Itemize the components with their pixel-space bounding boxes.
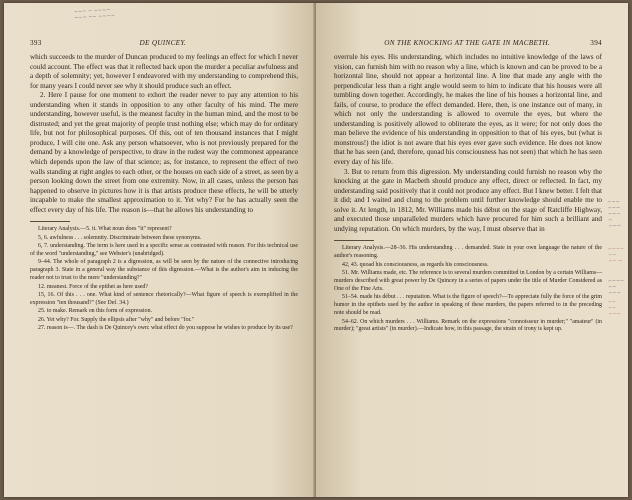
notes-divider	[334, 240, 374, 241]
left-page-number: 393	[30, 39, 42, 47]
note: 26. Yet why? For. Supply the ellipsis after "why" and before "for."	[38, 316, 195, 323]
note: 5, 6. awfulness . . . solemnity. Discriminate between these synonyms.	[38, 234, 202, 241]
handwritten-note-top-left: ~~~ ~ ~~~~ ~~~ ~~ ~~~~	[73, 7, 116, 22]
notes-divider	[30, 221, 70, 222]
left-running-head	[30, 39, 298, 47]
note: 51–54. made his début . . . reputation. What is the figure of speech?—To appreciate fully the force of the grim humor in the epithets used by the author in speaking of these murders, the papers referred to in the preceding note should be read.	[334, 294, 602, 317]
handwritten-margin-note: ~~ ~~ ~~~	[607, 299, 622, 318]
note: Literary Analysis.—28–36. His understanding . . . demanded. State in your own language the nature of the author's reasoning.	[334, 245, 602, 260]
right-notes	[334, 245, 602, 334]
right-paragraph: overrule his eyes. His understanding, which includes no intuitive knowledge of the laws of vision, can furnish him with no reason why a line, which is known and can be proved to be a horizontal line, should not appear a horizontal line. A line that made any angle with the perpendicular less than a right angle would seem to him to indicate that his houses were all tumbling down together. Accordingly, he makes the line of his houses a horizontal line, and fails, of course, to produce the effect demanded. Here, then, is one instance out of many, in which not only the understanding is allowed to overrule the eyes, but where the understanding is positively allowed to obliterate the eyes, as it were; for not only does the man believe the evidence of his understanding in opposition to that of his eyes, but (what is monstrous!) the idiot is not aware that his eyes ever gave such evidence. He does not know that he has seen (and, therefore, quoad his consciousness has not seen) that which he has seen every day of his life.	[334, 53, 602, 167]
note: Literary Analysis.—5. it. What noun does "it" represent?	[38, 226, 172, 233]
right-paragraph: 3. But to return from this digression. My understanding could furnish no reason why the knocking at the gate in Macbeth should produce any effect, direct or reflected. In fact, my understanding said positively that it could not produce any effect. But I knew better. I felt that it did; and I waited and clung to the problem until further knowledge should enable me to solve it. At length, in 1812, Mr. Williams made his début on the stage of Ratcliffe Highway, and executed those unparalleled murders which have procured for him such a brilliant and undying reputation. On which murders, by the way, I must observe that in	[334, 167, 602, 233]
note: 25. to make. Remark on this form of expression.	[38, 308, 153, 315]
note: 42, 43. quoad his consciousness, as regards his consciousness.	[342, 261, 489, 268]
right-page-number: 394	[590, 39, 602, 47]
note: 51. Mr. Williams made, etc. The reference is to several murders committed in London by a certain Williams—murders described with great power by De Quincey in a series of papers under the title of Murder Considered as One of the Fine Arts.	[334, 270, 602, 292]
book-spread	[4, 3, 628, 497]
right-running-head	[334, 39, 602, 47]
note: 54–62. On which murders . . . Williams. Remark on the expressions "connoisseur in murder;" "amateur" (in murder); "great artists" (in murder).—Indicate how, in this passage, the strain of irony is kept up.	[334, 318, 602, 333]
note: 12. meanest. Force of the epithet as here used?	[38, 283, 148, 290]
handwritten-margin-note: ~~~ ~~~ ~~~ ~ ~~~	[607, 198, 622, 230]
note: 15, 16. Of this . . . one. What kind of sentence rhetorically?—What figure of speech is exemplified in the expression "ten thousand?" (See Def. 34.)	[30, 292, 298, 306]
handwritten-margin-note: ~~~~ ~~ ~~ ~	[607, 245, 625, 265]
note: 27. reason is—. The dash is De Quincey's own: what effect do you suppose he wishes to produce by its use?	[38, 325, 293, 332]
note: 9–44. The whole of paragraph 2 is a digression, as will be seen by the nature of the connective introducing paragraph 3. State in a general way the substance of this digression.—What is the author's aim in inducing the reader not to trust to the mere "understanding?"	[30, 259, 298, 282]
note: 6, 7. understanding. The term is here used in a specific sense as contrasted with reason. For this technical use of the word "understanding," see Webster's (unabridged).	[30, 243, 298, 258]
right-body-text	[334, 53, 602, 335]
right-page	[316, 3, 628, 497]
handwritten-margin-note: ~~~~ ~~ ~~~	[607, 277, 625, 297]
left-running-title: DE QUINCEY.	[139, 39, 187, 47]
left-body-text	[30, 53, 298, 334]
left-notes	[30, 226, 298, 333]
left-paragraph: which succeeds to the murder of Duncan produced to my feelings an effect for which I never could account. The effect was that it reflected back upon the murder a peculiar awfulness and a depth of solemnity; yet, however I endeavored with my understanding to comprehend this, for many years I could never see why it should produce such an effect.	[30, 53, 298, 90]
left-paragraph: 2. Here I pause for one moment to exhort the reader never to pay any attention to his understanding when it stands in opposition to any other faculty of his mind. The mere understanding, however useful, is the meanest faculty in the human mind, and the most to be distrusted; and yet the great majority of people trust nothing else; which may do for ordinary life, but not for philosophical purposes. Of this, out of ten thousand instances that I might produce, I will cite one. Ask any person whatsoever, who is not previously prepared for the demand by a knowledge of perspective, to draw in the rudest way the commonest appearance which depends upon the law of that science; as, for instance, to represent the effect of two walls standing at right angles to each other, or the houses on each side of a street, as seen by a person looking down the street from one extremity. Now, in all cases, unless the person has happened to observe in pictures how it is that artists produce these effects, he will be utterly incapable to make the smallest approximation to it. Yet why? For he has actually seen the effect every day of his life. The reason is—that he allows his understanding to	[30, 91, 298, 214]
left-page	[4, 3, 316, 497]
right-running-title: ON THE KNOCKING AT THE GATE IN MACBETH.	[384, 39, 551, 47]
